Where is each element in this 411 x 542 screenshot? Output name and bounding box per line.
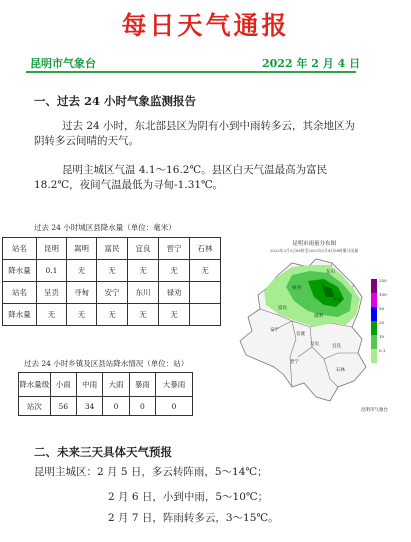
precip-cell: 富民 — [97, 238, 128, 260]
level-header-cell: 小雨 — [50, 373, 76, 397]
place-label: 寻甸 — [332, 298, 341, 303]
header-divider — [26, 71, 356, 73]
place-label: 安宁 — [270, 328, 279, 333]
place-label: 石林 — [336, 368, 345, 373]
precip-table-row — [3, 282, 221, 304]
legend-label: 10 — [379, 334, 385, 339]
precip-cell: 昆明 — [37, 238, 67, 260]
forecast-line: 昆明主城区：2 月 5 日，多云转阵雨，5～14℃； — [34, 466, 268, 478]
precip-cell: 无 — [159, 304, 190, 326]
place-label: 官渡 — [296, 332, 305, 337]
rainfall-map-svg — [234, 235, 391, 415]
precip-row-label: 站名 — [3, 238, 37, 260]
document-title: 每日天气通报 — [121, 11, 290, 40]
precip-cell: 晋宁 — [159, 238, 190, 260]
section-1-paragraph-2: 昆明主城区气温 4.1～16.2℃。县区白天气温最高为富民 18.2℃，夜间气温最低为寻甸-1.31℃。 — [34, 164, 328, 191]
map-title: 昆明市雨量分布图 — [291, 241, 337, 247]
place-label: 嵩明 — [314, 314, 323, 319]
report-date: 2022 年 2 月 4 日 — [262, 57, 361, 70]
precip-cell: 呈贡 — [37, 282, 67, 304]
section-1-heading: 一、过去 24 小时气象监测报告 — [34, 94, 197, 108]
level-header-cell: 暴雨 — [129, 373, 155, 397]
precip-row-label: 站名 — [3, 282, 37, 304]
map-subtitle: 2022年2月3日08时至2022年2月4日08时累计雨量 — [269, 248, 359, 253]
level-row-cell: 0 — [156, 397, 193, 416]
table-1-caption: 过去 24 小时城区县降水量（单位：毫米） — [34, 223, 176, 232]
precip-cell: 无 — [190, 260, 221, 282]
legend-label: 100 — [379, 292, 387, 297]
legend-swatch-50 — [371, 307, 377, 321]
precip-cell: 无 — [97, 304, 128, 326]
place-label: 禄劝 — [292, 286, 301, 291]
legend-label: 250 — [379, 278, 387, 283]
place-label: 呈贡 — [310, 342, 319, 347]
legend-swatch-10 — [371, 335, 377, 349]
precip-cell — [190, 304, 221, 326]
precip-cell: 无 — [37, 304, 67, 326]
forecast-line: 2 月 7 日，阵雨转多云，3～15℃。 — [108, 512, 279, 524]
place-label: 宜良 — [332, 344, 341, 349]
level-row-cell: 0 — [129, 397, 155, 416]
precip-cell: 无 — [159, 260, 190, 282]
level-row-cell: 56 — [50, 397, 76, 416]
precip-table-row — [3, 304, 221, 326]
agency-name: 昆明市气象台 — [30, 57, 96, 70]
level-row-cell: 0 — [103, 397, 129, 416]
place-label: 富民 — [278, 306, 287, 311]
legend-label: 25 — [379, 320, 385, 325]
table-2-caption: 过去 24 小时乡镇及区县站降水情况（单位：站） — [24, 359, 189, 368]
precip-cell: 无 — [67, 304, 97, 326]
legend-swatch-100 — [371, 293, 377, 307]
precip-row-label: 降水量 — [3, 304, 37, 326]
precip-cell: 无 — [128, 304, 159, 326]
section-1-paragraph-1: 过去 24 小时，东北部县区为阴有小到中雨转多云，其余地区为阴转多云间晴的天气。 — [34, 120, 356, 147]
rainfall-map — [234, 235, 391, 415]
place-label: 晋宁 — [290, 360, 299, 365]
precip-table-row — [3, 260, 221, 282]
precip-cell: 无 — [67, 260, 97, 282]
level-row-cell: 站次 — [19, 397, 51, 416]
map-footer: 昆明市气象台 — [361, 408, 388, 413]
precip-cell: 禄劝 — [159, 282, 190, 304]
precip-cell: 0.1 — [37, 260, 67, 282]
precip-cell: 无 — [128, 260, 159, 282]
forecast-line: 2 月 6 日，小到中雨，5～10℃； — [108, 491, 269, 503]
legend-swatch-25 — [371, 321, 377, 335]
precip-cell: 无 — [97, 260, 128, 282]
precip-cell: 石林 — [190, 238, 221, 260]
place-label: 东川 — [326, 270, 335, 275]
level-row-cell: 34 — [76, 397, 102, 416]
precip-table-row — [3, 238, 221, 260]
legend-label: 50 — [379, 306, 385, 311]
precip-row-label: 降水量 — [3, 260, 37, 282]
precip-cell: 宜良 — [128, 238, 159, 260]
precip-cell: 东川 — [128, 282, 159, 304]
precip-cell: 嵩明 — [67, 238, 97, 260]
precip-level-table — [18, 372, 193, 416]
legend-swatch-0-1 — [371, 349, 377, 363]
section-2-heading: 二、未来三天具体天气预报 — [34, 445, 172, 459]
level-header-cell: 大暴雨 — [156, 373, 193, 397]
legend-label: 0.1 — [379, 348, 386, 353]
precip-cell: 安宁 — [97, 282, 128, 304]
level-header-cell: 大雨 — [103, 373, 129, 397]
precip-table — [2, 237, 221, 326]
level-header-cell: 中雨 — [76, 373, 102, 397]
legend-swatch-250 — [371, 279, 377, 293]
precip-cell — [190, 282, 221, 304]
level-header-cell: 降水量级 — [19, 373, 51, 397]
precip-cell: 寻甸 — [67, 282, 97, 304]
